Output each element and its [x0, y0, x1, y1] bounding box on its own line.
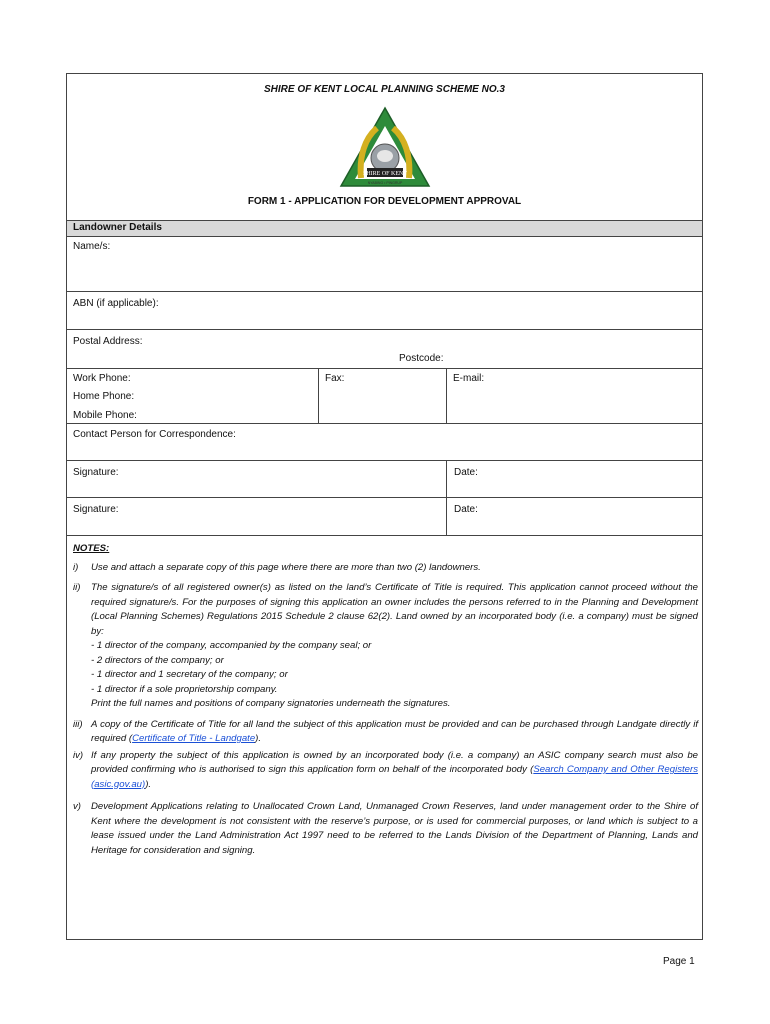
names-label: Name/s:	[73, 241, 111, 252]
note-item: v) Development Applications relating to Unallocated Crown Land, Unmanaged Crown Reserves, land under management order to the Shire of Kent where the development is not consistent with the reserve’s purpose, or is used for commercial purposes, or land which is subject to a lease issued under the Land Administration Act 1997 need to be referred to the Lands Division of the Department of Planning, Lands and Heritage for consideration and signing.	[73, 801, 698, 856]
page-number: Page 1	[663, 956, 695, 967]
postcode-label: Postcode:	[399, 353, 444, 364]
contact-person-label: Contact Person for Correspondence:	[73, 429, 236, 440]
work-phone-label: Work Phone:	[73, 373, 131, 384]
form-title: FORM 1 - APPLICATION FOR DEVELOPMENT APPROVAL	[247, 196, 522, 207]
divider	[67, 423, 702, 424]
note-item: iv) If any property the subject of this application is owned by an incorporated body (i.e. a company) an ASIC company search must also be provided confirming who is authorised to sign this application form on behalf of the incorporated body (Search Company and Other Registers (asic.gov.au)).	[73, 749, 699, 790]
signature-label: Signature:	[73, 467, 119, 478]
landowner-section-header: Landowner Details	[67, 220, 702, 237]
fax-label: Fax:	[325, 373, 345, 384]
mobile-phone-label: Mobile Phone:	[73, 410, 137, 421]
application-form	[66, 73, 703, 940]
home-phone-label: Home Phone:	[73, 391, 135, 402]
scheme-title: SHIRE OF KENT LOCAL PLANNING SCHEME NO.3	[264, 84, 505, 95]
list-item: - 2 directors of the company; or	[91, 654, 224, 666]
date-label: Date:	[454, 467, 478, 478]
divider	[446, 368, 447, 423]
note-item: iii) A copy of the Certificate of Title for all land the subject of this application must be provided and can be purchased through Landgate directly if required (Certificate of Title - Landgate).	[73, 718, 698, 744]
abn-label: ABN (if applicable):	[73, 298, 159, 309]
logo-subtext: NYABING • PINGRUP	[367, 181, 403, 185]
note-item: ii) The signature/s of all registered owner(s) as listed on the land’s Certificate of Title is required. This application cannot proceed without the required signature/s. For the purposes of signing this application an owner includes the persons referred to in the Planning and Development (Local Planning Schemes) Regulations 2015 Schedule 2 clause 62(2). Land owned by an incorporated body (i.e. a company) must be signed by: - 1 director of the company, accompanied by the company seal; or - 2 directors of the company; or - 1 director and 1 secretary of the company; or - 1 director if a sole proprietorship company. Print the full names and positions of company signatories underneath the signatures.	[73, 582, 698, 709]
postal-address-label: Postal Address:	[73, 336, 143, 347]
divider	[67, 460, 702, 461]
divider	[67, 497, 702, 498]
signature-label: Signature:	[73, 504, 119, 515]
list-item: - 1 director of the company, accompanied by the company seal; or	[91, 640, 372, 651]
email-label: E-mail:	[453, 373, 485, 384]
divider	[67, 368, 702, 369]
note-item: i) Use and attach a separate copy of this page where there are more than two (2) landowners.	[73, 561, 481, 573]
landgate-link[interactable]: Certificate of Title - Landgate	[132, 733, 256, 744]
shire-logo	[339, 106, 431, 190]
divider	[67, 291, 702, 292]
asic-link[interactable]: Search Company and Other Registers (asic.gov.au)	[91, 764, 699, 790]
list-item: - 1 director if a sole proprietorship company.	[91, 683, 278, 695]
divider	[67, 535, 702, 536]
list-item: - 1 director and 1 secretary of the company; or	[91, 669, 288, 680]
notes-section	[73, 542, 698, 858]
divider	[318, 368, 319, 423]
date-label: Date:	[454, 504, 478, 515]
notes-heading: NOTES:	[73, 543, 110, 554]
logo-text: SHIRE OF KENT	[362, 171, 408, 177]
divider	[67, 329, 702, 330]
